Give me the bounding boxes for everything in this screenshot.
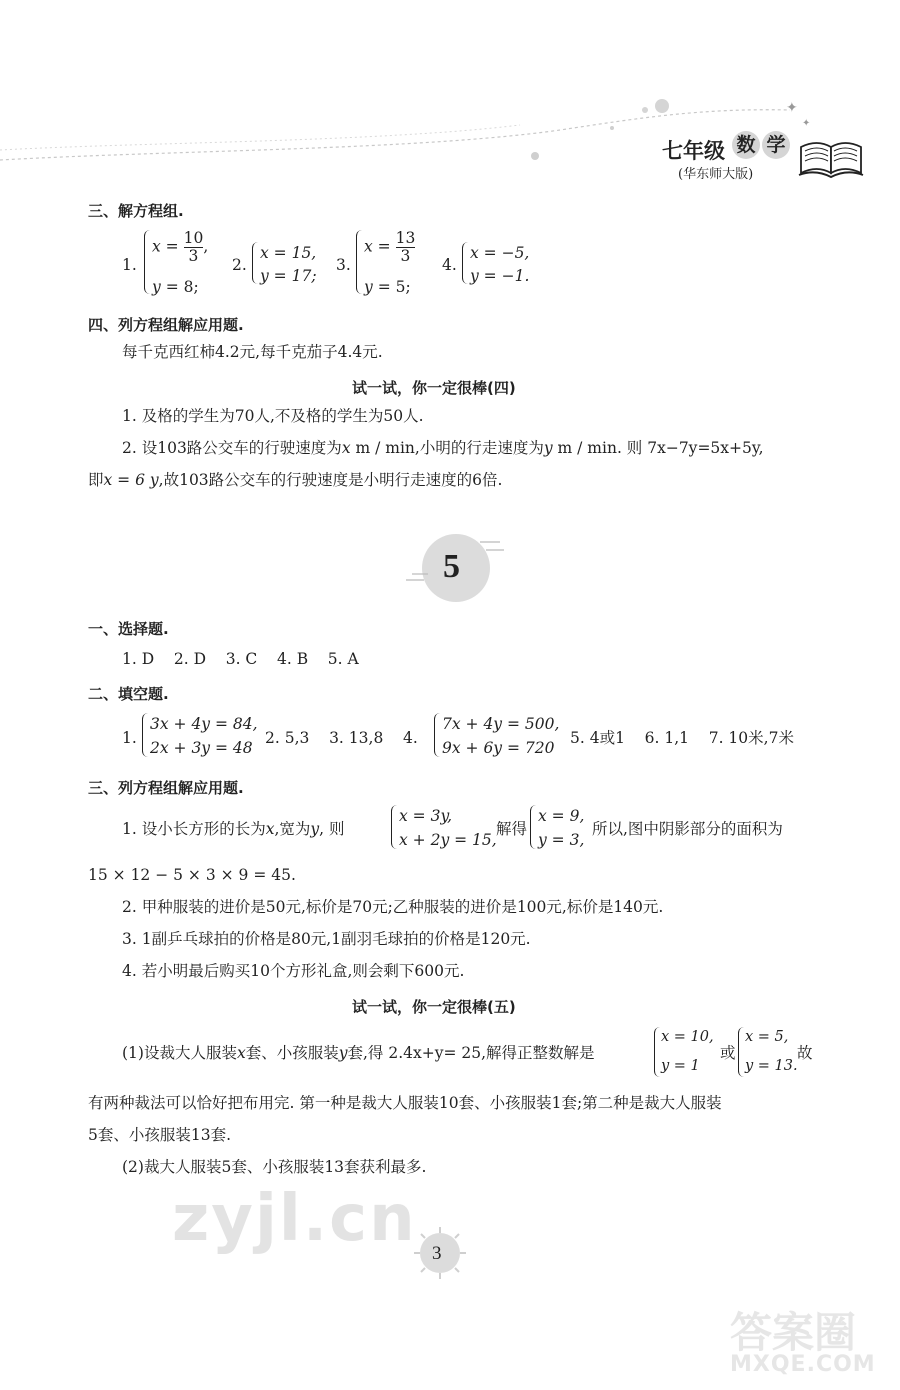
sec3-title: 三、解方程组. — [88, 202, 184, 220]
s3-sys2-brace — [530, 805, 538, 849]
sys3-label: 3. — [336, 256, 351, 274]
sys1-y-value: 8; — [183, 278, 199, 296]
sys4-line2: y = −1. — [470, 267, 530, 285]
header-decoration — [0, 0, 900, 200]
try5-p1-lead — [122, 1046, 595, 1062]
try4-para3-eq: x = 6 y — [103, 471, 159, 489]
try5-solA-line2: y = 1 — [661, 1058, 700, 1074]
sys4-label: 4. — [442, 256, 457, 274]
s1-answers: 1. D 2. D 3. C 4. B 5. A — [122, 650, 359, 668]
try5-p1-a: (1)设裁大人服装 — [122, 1044, 237, 1062]
unit-number: 5 — [443, 548, 460, 585]
sys1-x-den: 3 — [188, 247, 199, 266]
sys1-x-suffix: , — [203, 237, 209, 256]
s3-p1-a: 1. 设小长方形的长为 — [122, 820, 266, 838]
try4-title: 试一试，你一定很棒(四) — [352, 379, 516, 397]
try5-solB-line2: y = 13. — [745, 1058, 798, 1074]
try5-solA-line1: x = 10, — [661, 1029, 714, 1045]
try5-p3: 5套、小孩服装13套. — [88, 1126, 232, 1144]
try4-var-y: y — [543, 439, 553, 457]
sys3-x-den: 3 — [400, 247, 411, 266]
sys1-label: 1. — [122, 256, 137, 274]
page-number: 3 — [432, 1243, 442, 1264]
s2-q1-brace — [142, 713, 150, 757]
s2-q1-label: 1. — [122, 729, 137, 747]
edition-label: (华东师大版) — [678, 167, 754, 182]
try5-solB-line1: x = 5, — [745, 1029, 789, 1045]
sys2-label: 2. — [232, 256, 247, 274]
sys4-line1: x = −5, — [470, 244, 530, 262]
s3-sys2-line1: x = 9, — [538, 807, 585, 825]
s3-p1-b: ,宽为 — [274, 820, 311, 838]
try5-or: 或 — [720, 1044, 736, 1062]
subject-bubbles — [732, 131, 790, 159]
s3-p2: 2. 甲种服装的进价是50元,标价是70元;乙种服装的进价是100元,标价是140元. — [122, 898, 664, 916]
s2-q1-line2: 2x + 3y = 48 — [150, 739, 253, 757]
svg-text:✦: ✦ — [786, 100, 798, 116]
s3-sys1-brace — [391, 805, 399, 849]
sys4-brace — [462, 242, 470, 284]
s2-q2-q3: 2. 5,3 3. 13,8 4. — [265, 729, 418, 747]
try5-p1-c: 套,得 2.4x+y= 25,解得正整数解是 — [347, 1044, 595, 1062]
sys1-x-num: 10 — [183, 229, 204, 247]
sys3-x-num: 13 — [395, 229, 416, 247]
s2-q4-line2: 9x + 6y = 720 — [442, 739, 555, 757]
sys3-y-line: y = 5; — [364, 278, 411, 296]
watermark-answer-circle: 答案圈 — [730, 1308, 857, 1357]
try5-p1-y: y — [338, 1044, 348, 1062]
s3-sys1-line2: x + 2y = 15, — [399, 831, 497, 849]
try5-p4: (2)裁大人服装5套、小孩服装13套获利最多. — [122, 1158, 427, 1176]
s2-title: 二、填空题. — [88, 685, 169, 703]
s3-sys2-line2: y = 3, — [538, 831, 585, 849]
s2-q5-q7: 5. 4或1 6. 1,1 7. 10米,7米 — [570, 729, 794, 747]
sec4-title: 四、列方程组解应用题. — [88, 316, 244, 334]
try5-p1-b: 套、小孩服装 — [245, 1044, 339, 1062]
grade-label — [662, 135, 725, 165]
s3-p1-x: x — [265, 820, 275, 838]
s3-p1-tail: 所以,图中阴影部分的面积为 — [592, 820, 783, 838]
try4-para3-b: ,故103路公交车的行驶速度是小明行走速度的6倍. — [158, 471, 503, 489]
try4-para2-b: m / min,小明的行走速度为 — [350, 439, 544, 457]
try4-para3 — [88, 473, 502, 489]
s3-p1-calc: 15 × 12 − 5 × 3 × 9 = 45. — [88, 866, 296, 884]
sys3-y-value: 5; — [395, 278, 411, 296]
s2-q1-line1: 3x + 4y = 84, — [150, 715, 258, 733]
watermark-zyjl: zyjl.cn — [172, 1182, 417, 1256]
try4-var-x: x — [341, 439, 351, 457]
sys1-y-line: y = 8; — [152, 278, 199, 296]
svg-text:✦: ✦ — [802, 118, 811, 129]
try5-title: 试一试，你一定很棒(五) — [352, 998, 516, 1016]
s3-p3: 3. 1副乒乓球拍的价格是80元,1副羽毛球拍的价格是120元. — [122, 930, 531, 948]
s1-title: 一、选择题. — [88, 620, 169, 638]
s3-p4: 4. 若小明最后购买10个方形礼盒,则会剩下600元. — [122, 962, 465, 980]
try4-para2-a: 2. 设103路公交车的行驶速度为 — [122, 439, 342, 457]
subject-char-2: 学 — [762, 131, 790, 159]
s3-p1-lead — [122, 822, 345, 838]
s2-q4-brace — [434, 713, 442, 757]
s3-p1-solve: 解得 — [496, 820, 528, 838]
try4-para2 — [122, 441, 764, 457]
sys2-line1: x = 15, — [260, 244, 317, 262]
try4-para1: 1. 及格的学生为70人,不及格的学生为50人. — [122, 407, 424, 425]
try4-para2-c: m / min. 则 7x−7y=5x+5y, — [552, 439, 764, 457]
try5-p2: 有两种裁法可以恰好把布用完. 第一种是裁大人服装10套、小孩服装1套;第二种是裁大人服装 — [88, 1094, 722, 1112]
sys2-line2: y = 17; — [260, 267, 317, 285]
try4-para3-a: 即 — [88, 471, 104, 489]
grade-text: 七年级 — [662, 139, 725, 163]
try5-p1-x: x — [236, 1044, 246, 1062]
subject-char-1: 数 — [732, 131, 760, 159]
s2-q4-line1: 7x + 4y = 500, — [442, 715, 560, 733]
open-book-icon — [795, 125, 865, 180]
s3-p1-y: y — [310, 820, 320, 838]
sys3-x-line: x = $\frac{13}{3}$ — [364, 229, 416, 266]
watermark-mxqe: MXQE.COM — [730, 1352, 876, 1377]
sys2-brace — [252, 242, 260, 284]
s3-title: 三、列方程组解应用题. — [88, 779, 244, 797]
try5-p1-end: 故 — [797, 1044, 813, 1062]
s3-sys1-line1: x = 3y, — [399, 807, 453, 825]
sys1-x-line: x = $\frac{10}{3}$ , — [152, 229, 209, 266]
s3-p1-c: , 则 — [319, 820, 345, 838]
sec4-answer: 每千克西红柿4.2元,每千克茄子4.4元. — [122, 343, 383, 361]
